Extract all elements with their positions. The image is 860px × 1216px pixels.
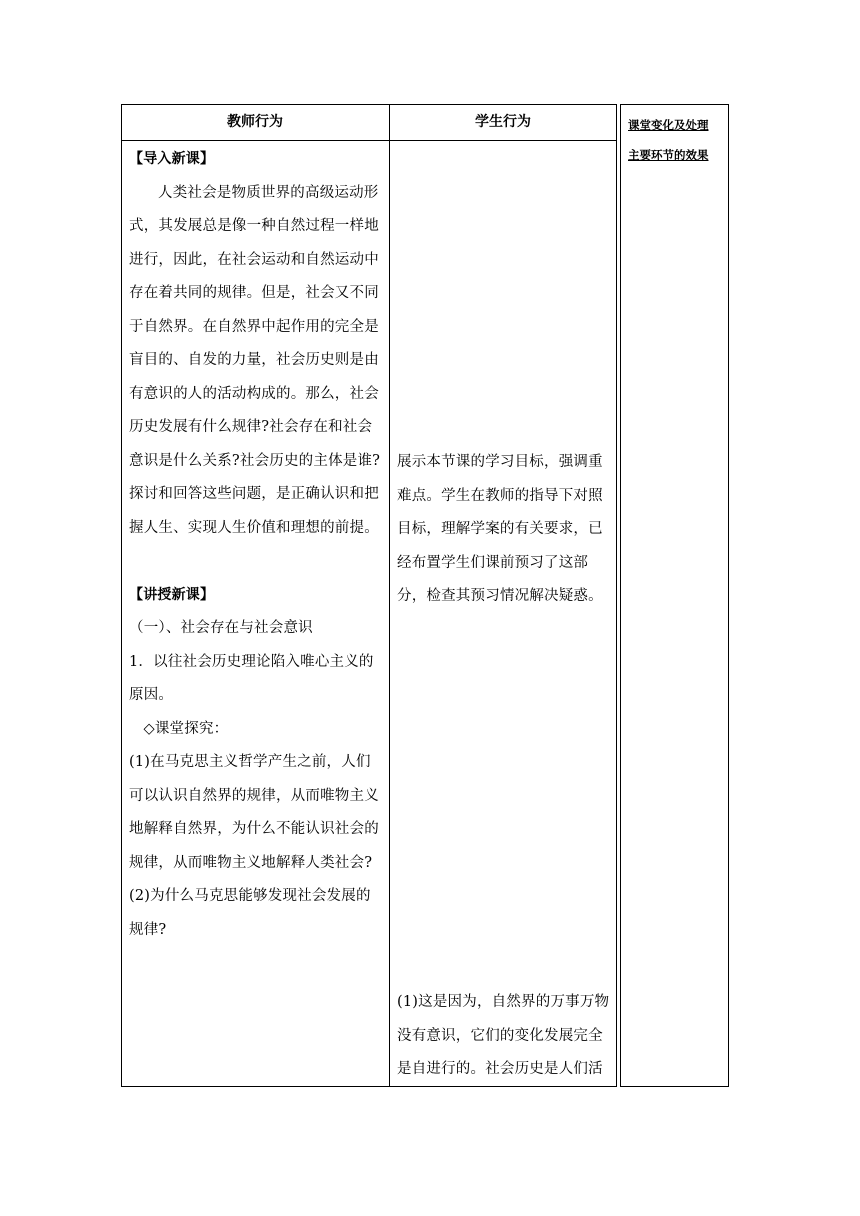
- header-effect: [628, 110, 724, 170]
- item-heading: 1．以往社会历史理论陷入唯心主义的原因。: [129, 653, 374, 703]
- student-goal-text: 展示本节课的学习目标，强调重难点。学生在教师的指导下对照目标，理解学案的有关要求，已经布置学生们课前预习了这部分，检查其预习情况解决疑惑。: [397, 454, 603, 604]
- section-heading-lecture: 【讲授新课】: [129, 586, 215, 603]
- teacher-content: [129, 143, 381, 947]
- header-divider: [121, 140, 617, 141]
- question-2: (2)为什么马克思能够发现社会发展的规律?: [129, 888, 371, 938]
- header-teacher: 教师行为: [227, 114, 283, 130]
- section-heading-intro: 【导入新课】: [129, 151, 215, 167]
- header-effect-line2: 主要环节的效果: [628, 148, 709, 162]
- effect-column: [620, 104, 729, 1087]
- question-1: (1)在马克思主义哲学产生之前，人们可以认识自然界的规律，从而唯物主义地解释自然界，为什么不能认识社会的规律，从而唯物主义地解释人类社会?: [129, 754, 379, 871]
- header-student: 学生行为: [475, 114, 531, 130]
- student-answer-1: (1)这是因为，自然界的万事万物没有意识，它们的变化发展完全是自进行的。社会历史是人们活: [397, 994, 610, 1077]
- explore-label: ◇课堂探究：: [143, 720, 229, 737]
- intro-paragraph: 人类社会是物质世界的高级运动形式，其发展总是像一种自然过程一样地进行，因此，在社会运动和自然运动中存在着共同的规律。但是，社会又不同于自然界。在自然界中起作用的完全是盲目的、自发的力量，社会历史则是由有意识的人的活动构成的。那么，社会历史发展有什么规律?社会存在和社会意识是什么关系?社会历史的主体是谁?探讨和回答这些问题，是正确认识和把握人生、实现人生价值和理想的前提。: [129, 184, 381, 536]
- header-effect-line1: 课堂变化及处理: [628, 118, 709, 132]
- subsection-heading: （一）、社会存在与社会意识: [129, 620, 313, 636]
